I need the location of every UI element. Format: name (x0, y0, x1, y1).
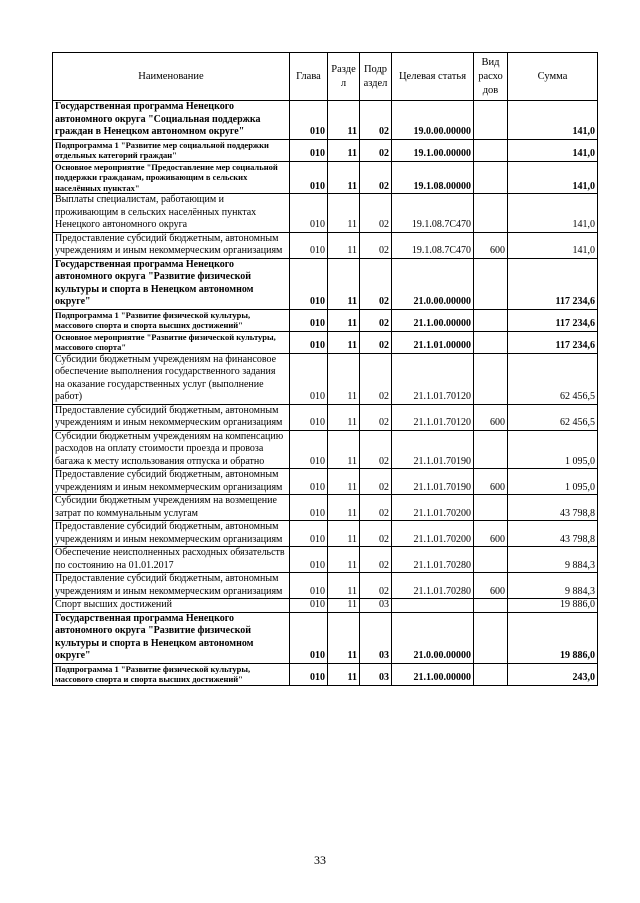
row-subsection: 02 (360, 309, 392, 331)
row-subsection: 03 (360, 663, 392, 685)
table-row (53, 232, 598, 258)
row-name: Предоставление субсидий бюджетным, автономным учреждениям и иным некоммерческим организациям (53, 469, 290, 495)
row-exp-type (474, 353, 508, 404)
row-section: 11 (328, 194, 360, 233)
row-exp-type (474, 139, 508, 161)
row-section: 11 (328, 309, 360, 331)
table-row (53, 599, 598, 613)
row-amount: 141,0 (508, 139, 598, 161)
row-section: 11 (328, 353, 360, 404)
row-section: 11 (328, 331, 360, 353)
row-chapter: 010 (290, 430, 328, 469)
row-section: 11 (328, 404, 360, 430)
row-section: 11 (328, 547, 360, 573)
row-subsection: 02 (360, 258, 392, 309)
row-section: 11 (328, 139, 360, 161)
header-section: Разде л (328, 53, 360, 101)
table-row (53, 309, 598, 331)
row-exp-type: 600 (474, 404, 508, 430)
row-name: Субсидии бюджетным учреждениям на финансовое обеспечение выполнения государственного задания на оказание государственных услуг (выполнение работ) (53, 353, 290, 404)
row-subsection: 02 (360, 547, 392, 573)
row-section: 11 (328, 430, 360, 469)
row-chapter: 010 (290, 309, 328, 331)
table-header-row (53, 53, 598, 101)
row-name: Предоставление субсидий бюджетным, автономным учреждениям и иным некоммерческим организациям (53, 404, 290, 430)
row-name: Предоставление субсидий бюджетным, автономным учреждениям и иным некоммерческим организациям (53, 521, 290, 547)
table-row (53, 469, 598, 495)
row-exp-type (474, 599, 508, 613)
table-row (53, 194, 598, 233)
row-subsection: 03 (360, 612, 392, 663)
row-amount: 141,0 (508, 101, 598, 140)
row-name: Подпрограмма 1 "Развитие физической культуры, массового спорта и спорта высших достижений" (53, 663, 290, 685)
header-chapter: Глава (290, 53, 328, 101)
row-exp-type (474, 663, 508, 685)
row-target: 21.1.01.70280 (392, 547, 474, 573)
row-target: 19.1.08.7С470 (392, 194, 474, 233)
row-amount: 141,0 (508, 232, 598, 258)
row-amount: 141,0 (508, 161, 598, 194)
table-row (53, 353, 598, 404)
row-subsection: 02 (360, 495, 392, 521)
row-subsection: 02 (360, 331, 392, 353)
row-section: 11 (328, 469, 360, 495)
row-subsection: 02 (360, 139, 392, 161)
row-exp-type: 600 (474, 573, 508, 599)
row-section: 11 (328, 521, 360, 547)
row-subsection: 02 (360, 469, 392, 495)
row-subsection: 02 (360, 521, 392, 547)
row-name: Субсидии бюджетным учреждениям на компенсацию расходов на оплату стоимости проезда и провоза багажа к месту использования отпуска и обратно (53, 430, 290, 469)
row-target: 19.1.00.00000 (392, 139, 474, 161)
row-exp-type: 600 (474, 469, 508, 495)
row-amount: 43 798,8 (508, 521, 598, 547)
row-amount: 1 095,0 (508, 430, 598, 469)
row-chapter: 010 (290, 547, 328, 573)
row-name: Государственная программа Ненецкого автономного округа "Социальная поддержка граждан в Ненецком автономном округе" (53, 101, 290, 140)
row-name: Выплаты специалистам, работающим и проживающим в сельских населённых пунктах Ненецкого автономного округа (53, 194, 290, 233)
table-row (53, 573, 598, 599)
row-target: 21.1.01.70200 (392, 521, 474, 547)
row-exp-type (474, 430, 508, 469)
row-amount: 1 095,0 (508, 469, 598, 495)
row-section: 11 (328, 573, 360, 599)
row-name: Основное мероприятие "Предоставление мер социальной поддержки гражданам, проживающим в сельских населённых пунктах" (53, 161, 290, 194)
row-chapter: 010 (290, 232, 328, 258)
row-amount: 62 456,5 (508, 404, 598, 430)
row-target (392, 599, 474, 613)
table-row (53, 258, 598, 309)
row-subsection: 02 (360, 101, 392, 140)
row-subsection: 02 (360, 194, 392, 233)
header-name: Наименование (53, 53, 290, 101)
row-exp-type (474, 309, 508, 331)
row-chapter: 010 (290, 139, 328, 161)
row-amount: 117 234,6 (508, 258, 598, 309)
row-subsection: 02 (360, 573, 392, 599)
row-exp-type (474, 161, 508, 194)
row-chapter: 010 (290, 194, 328, 233)
row-target: 21.1.00.00000 (392, 309, 474, 331)
row-target: 21.1.01.70120 (392, 353, 474, 404)
table-row (53, 331, 598, 353)
table-row (53, 663, 598, 685)
row-amount: 9 884,3 (508, 573, 598, 599)
row-chapter: 010 (290, 612, 328, 663)
row-target: 21.0.00.00000 (392, 612, 474, 663)
row-exp-type (474, 495, 508, 521)
table-body (53, 101, 598, 686)
table-row (53, 547, 598, 573)
row-section: 11 (328, 495, 360, 521)
header-target: Целевая статья (392, 53, 474, 101)
row-amount: 141,0 (508, 194, 598, 233)
row-name: Государственная программа Ненецкого автономного округа "Развитие физической культуры и спорта в Ненецком автономном округе" (53, 258, 290, 309)
row-chapter: 010 (290, 495, 328, 521)
row-target: 21.1.01.70280 (392, 573, 474, 599)
row-exp-type (474, 194, 508, 233)
row-target: 21.1.01.70120 (392, 404, 474, 430)
row-name: Подпрограмма 1 "Развитие физической культуры, массового спорта и спорта высших достижений" (53, 309, 290, 331)
row-section: 11 (328, 101, 360, 140)
row-section: 11 (328, 258, 360, 309)
row-amount: 19 886,0 (508, 599, 598, 613)
row-amount: 243,0 (508, 663, 598, 685)
row-name: Обеспечение неисполненных расходных обязательств по состоянию на 01.01.2017 (53, 547, 290, 573)
row-section: 11 (328, 612, 360, 663)
row-exp-type (474, 331, 508, 353)
row-section: 11 (328, 161, 360, 194)
row-chapter: 010 (290, 599, 328, 613)
row-amount: 62 456,5 (508, 353, 598, 404)
row-amount: 19 886,0 (508, 612, 598, 663)
row-exp-type (474, 547, 508, 573)
row-subsection: 02 (360, 404, 392, 430)
row-chapter: 010 (290, 101, 328, 140)
row-target: 19.1.08.00000 (392, 161, 474, 194)
row-target: 21.1.01.70190 (392, 430, 474, 469)
row-name: Предоставление субсидий бюджетным, автономным учреждениям и иным некоммерческим организациям (53, 573, 290, 599)
table-row (53, 101, 598, 140)
row-target: 21.1.01.70190 (392, 469, 474, 495)
row-subsection: 02 (360, 430, 392, 469)
row-chapter: 010 (290, 469, 328, 495)
row-name: Государственная программа Ненецкого автономного округа "Развитие физической культуры и спорта в Ненецком автономном округе" (53, 612, 290, 663)
row-target: 19.1.08.7С470 (392, 232, 474, 258)
row-chapter: 010 (290, 521, 328, 547)
row-chapter: 010 (290, 331, 328, 353)
row-subsection: 03 (360, 599, 392, 613)
row-subsection: 02 (360, 161, 392, 194)
header-subsection: Подр аздел (360, 53, 392, 101)
table-row (53, 612, 598, 663)
row-target: 21.1.01.70200 (392, 495, 474, 521)
row-chapter: 010 (290, 404, 328, 430)
page-number: 33 (314, 853, 326, 867)
row-chapter: 010 (290, 573, 328, 599)
row-chapter: 010 (290, 663, 328, 685)
row-chapter: 010 (290, 258, 328, 309)
row-section: 11 (328, 232, 360, 258)
row-exp-type (474, 101, 508, 140)
row-subsection: 02 (360, 353, 392, 404)
row-subsection: 02 (360, 232, 392, 258)
row-name: Субсидии бюджетным учреждениям на возмещение затрат по коммунальным услугам (53, 495, 290, 521)
row-exp-type (474, 612, 508, 663)
row-name: Спорт высших достижений (53, 599, 290, 613)
row-exp-type: 600 (474, 232, 508, 258)
row-target: 21.0.00.00000 (392, 258, 474, 309)
table-row (53, 139, 598, 161)
row-chapter: 010 (290, 161, 328, 194)
row-target: 21.1.01.00000 (392, 331, 474, 353)
row-amount: 117 234,6 (508, 331, 598, 353)
row-target: 19.0.00.00000 (392, 101, 474, 140)
row-amount: 43 798,8 (508, 495, 598, 521)
row-amount: 9 884,3 (508, 547, 598, 573)
row-chapter: 010 (290, 353, 328, 404)
table-row (53, 161, 598, 194)
table-row (53, 404, 598, 430)
row-exp-type (474, 258, 508, 309)
row-name: Предоставление субсидий бюджетным, автономным учреждениям и иным некоммерческим организациям (53, 232, 290, 258)
row-exp-type: 600 (474, 521, 508, 547)
row-amount: 117 234,6 (508, 309, 598, 331)
row-name: Подпрограмма 1 "Развитие мер социальной поддержки отдельных категорий граждан" (53, 139, 290, 161)
row-section: 11 (328, 599, 360, 613)
row-name: Основное мероприятие "Развитие физической культуры, массового спорта" (53, 331, 290, 353)
header-amount: Сумма (508, 53, 598, 101)
row-target: 21.1.00.00000 (392, 663, 474, 685)
table-row (53, 495, 598, 521)
header-exp-type: Вид расхо дов (474, 53, 508, 101)
table-row (53, 521, 598, 547)
table-row (53, 430, 598, 469)
row-section: 11 (328, 663, 360, 685)
budget-table (52, 52, 598, 686)
